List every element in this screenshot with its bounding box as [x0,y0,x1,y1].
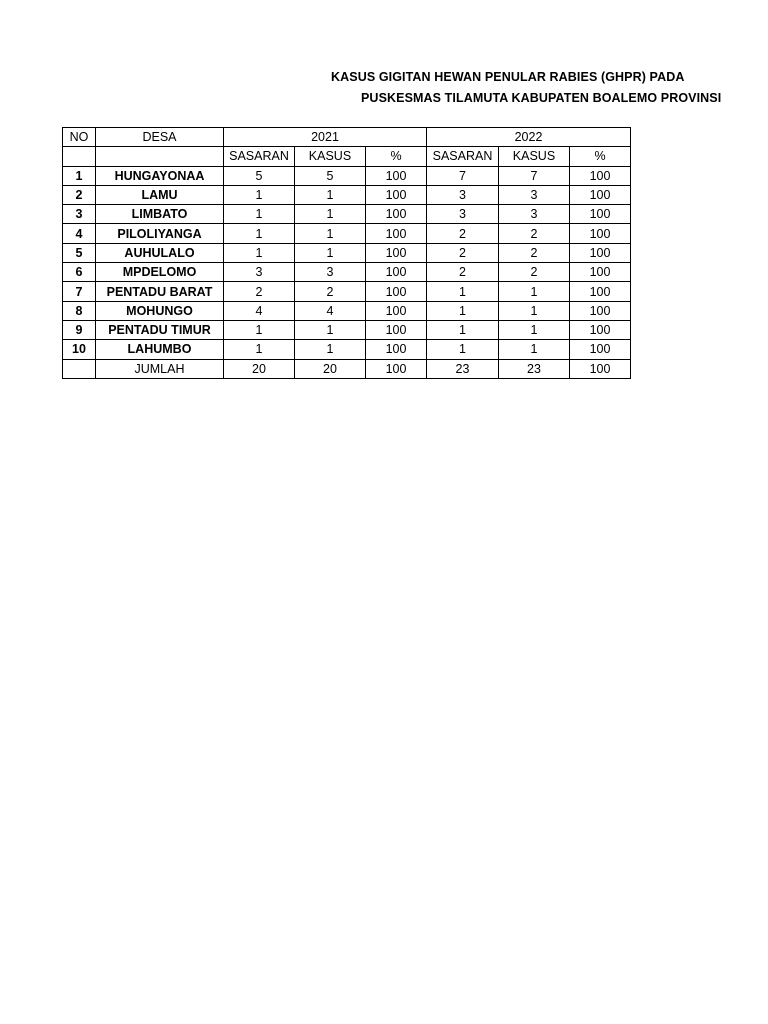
total-no [63,359,96,378]
subheader-blank-no [63,147,96,166]
row-no: 8 [63,301,96,320]
row-no: 5 [63,243,96,262]
row-kasus-2021: 1 [295,205,366,224]
rabies-cases-table [62,127,631,379]
total-row [63,359,631,378]
row-sasaran-2022: 1 [427,282,499,301]
row-sasaran-2022: 7 [427,166,499,185]
document-title-line-2: PUSKESMAS TILAMUTA KABUPATEN BOALEMO PROVINSI [361,91,722,105]
row-sasaran-2022: 3 [427,205,499,224]
row-percent-2022: 100 [570,301,631,320]
row-sasaran-2021: 1 [224,320,295,339]
row-no: 4 [63,224,96,243]
row-kasus-2022: 2 [499,243,570,262]
row-sasaran-2021: 1 [224,185,295,204]
row-percent-2021: 100 [366,263,427,282]
row-sasaran-2021: 4 [224,301,295,320]
row-sasaran-2022: 3 [427,185,499,204]
row-kasus-2021: 1 [295,224,366,243]
row-percent-2022: 100 [570,340,631,359]
subheader-sasaran-2022: SASARAN [427,147,499,166]
subheader-kasus-2021: KASUS [295,147,366,166]
row-sasaran-2021: 5 [224,166,295,185]
row-sasaran-2022: 1 [427,320,499,339]
row-percent-2022: 100 [570,205,631,224]
header-no: NO [63,128,96,147]
row-percent-2021: 100 [366,282,427,301]
row-desa: PENTADU BARAT [96,282,224,301]
row-kasus-2022: 3 [499,185,570,204]
total-kasus-2022: 23 [499,359,570,378]
row-kasus-2022: 1 [499,282,570,301]
row-sasaran-2021: 2 [224,282,295,301]
row-sasaran-2021: 1 [224,243,295,262]
row-percent-2022: 100 [570,243,631,262]
table-row [63,185,631,204]
row-no: 6 [63,263,96,282]
table-row [63,263,631,282]
subheader-sasaran-2021: SASARAN [224,147,295,166]
row-kasus-2021: 1 [295,320,366,339]
row-kasus-2022: 1 [499,301,570,320]
row-kasus-2022: 1 [499,340,570,359]
row-sasaran-2022: 1 [427,340,499,359]
row-percent-2021: 100 [366,340,427,359]
subheader-kasus-2022: KASUS [499,147,570,166]
row-kasus-2022: 2 [499,263,570,282]
row-desa: LIMBATO [96,205,224,224]
table-row [63,243,631,262]
row-no: 1 [63,166,96,185]
row-desa: MOHUNGO [96,301,224,320]
table-row [63,340,631,359]
row-kasus-2022: 7 [499,166,570,185]
row-kasus-2021: 1 [295,185,366,204]
table-row [63,205,631,224]
row-kasus-2021: 4 [295,301,366,320]
row-desa: HUNGAYONAA [96,166,224,185]
row-sasaran-2022: 2 [427,243,499,262]
total-percent-2021: 100 [366,359,427,378]
header-row [63,128,631,147]
row-percent-2022: 100 [570,263,631,282]
row-sasaran-2022: 1 [427,301,499,320]
subheader-percent-2022: % [570,147,631,166]
header-year-2022: 2022 [427,128,631,147]
row-percent-2022: 100 [570,185,631,204]
row-kasus-2022: 3 [499,205,570,224]
row-no: 9 [63,320,96,339]
row-sasaran-2021: 1 [224,340,295,359]
row-desa: PILOLIYANGA [96,224,224,243]
table-row [63,320,631,339]
row-percent-2021: 100 [366,301,427,320]
total-sasaran-2021: 20 [224,359,295,378]
row-no: 7 [63,282,96,301]
row-kasus-2021: 2 [295,282,366,301]
row-desa: LAHUMBO [96,340,224,359]
row-desa: AUHULALO [96,243,224,262]
row-no: 2 [63,185,96,204]
row-percent-2021: 100 [366,224,427,243]
total-label: JUMLAH [96,359,224,378]
subheader-row [63,147,631,166]
row-sasaran-2022: 2 [427,224,499,243]
row-desa: MPDELOMO [96,263,224,282]
row-sasaran-2021: 1 [224,205,295,224]
table-row [63,166,631,185]
header-desa: DESA [96,128,224,147]
row-kasus-2021: 3 [295,263,366,282]
total-sasaran-2022: 23 [427,359,499,378]
total-kasus-2021: 20 [295,359,366,378]
row-percent-2021: 100 [366,166,427,185]
row-percent-2022: 100 [570,166,631,185]
row-kasus-2022: 1 [499,320,570,339]
row-sasaran-2021: 1 [224,224,295,243]
table-row [63,301,631,320]
subheader-percent-2021: % [366,147,427,166]
table-row [63,282,631,301]
row-kasus-2021: 1 [295,243,366,262]
table-row [63,224,631,243]
row-percent-2022: 100 [570,320,631,339]
row-percent-2021: 100 [366,185,427,204]
row-sasaran-2021: 3 [224,263,295,282]
row-no: 3 [63,205,96,224]
row-kasus-2022: 2 [499,224,570,243]
row-desa: LAMU [96,185,224,204]
header-year-2021: 2021 [224,128,427,147]
row-percent-2021: 100 [366,243,427,262]
row-percent-2021: 100 [366,320,427,339]
row-percent-2022: 100 [570,282,631,301]
row-no: 10 [63,340,96,359]
row-percent-2021: 100 [366,205,427,224]
row-sasaran-2022: 2 [427,263,499,282]
row-desa: PENTADU TIMUR [96,320,224,339]
document-title-line-1: KASUS GIGITAN HEWAN PENULAR RABIES (GHPR) PADA [331,70,685,84]
row-percent-2022: 100 [570,224,631,243]
total-percent-2022: 100 [570,359,631,378]
subheader-blank-desa [96,147,224,166]
row-kasus-2021: 1 [295,340,366,359]
row-kasus-2021: 5 [295,166,366,185]
